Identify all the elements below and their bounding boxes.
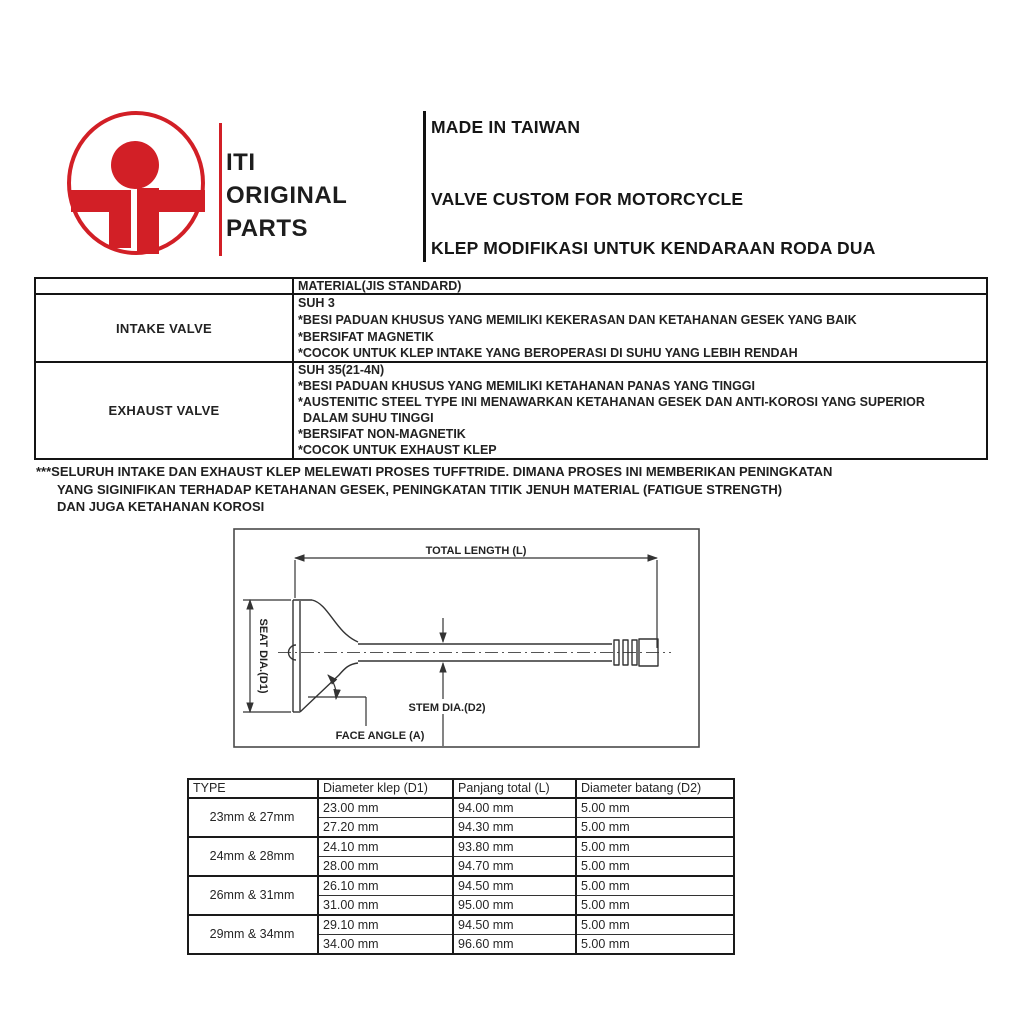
spec-cell: 94.00 mm bbox=[453, 798, 576, 818]
spec-cell: 27.20 mm bbox=[318, 818, 453, 838]
spec-type-cell: 26mm & 31mm bbox=[188, 876, 318, 915]
logo-right-arm bbox=[159, 190, 205, 212]
exhaust-grade: SUH 35(21-4N) bbox=[298, 363, 385, 377]
exhaust-valve-label: EXHAUST VALVE bbox=[36, 363, 294, 458]
brand-line-1: ITI bbox=[226, 149, 256, 176]
material-header-empty-cell bbox=[36, 279, 294, 293]
table-row bbox=[188, 876, 734, 896]
material-table-header-row bbox=[36, 279, 986, 293]
intake-grade: SUH 3 bbox=[298, 296, 335, 310]
spec-header-l: Panjang total (L) bbox=[453, 779, 576, 798]
spec-cell: 5.00 mm bbox=[576, 935, 734, 955]
footnote-line: YANG SIGINIFIKAN TERHADAP KETAHANAN GESEK, PENINGKATAN TITIK JENUH MATERIAL (FATIGUE STRENGTH) bbox=[57, 481, 783, 497]
spec-cell: 94.50 mm bbox=[453, 915, 576, 935]
face-angle-label: FACE ANGLE (A) bbox=[335, 730, 425, 742]
logo-center-stem bbox=[137, 188, 159, 254]
diagram-border bbox=[234, 529, 699, 747]
intake-valve-row bbox=[36, 293, 986, 361]
spec-cell: 5.00 mm bbox=[576, 857, 734, 877]
made-in-taiwan-label: MADE IN TAIWAN bbox=[431, 117, 581, 137]
total-length-dimension bbox=[295, 558, 657, 648]
brand-line-3: PARTS bbox=[226, 215, 309, 242]
exhaust-spec-line: *AUSTENITIC STEEL TYPE INI MENAWARKAN KETAHANAN GESEK DAN ANTI-KOROSI YANG SUPERIOR bbox=[298, 394, 925, 409]
spec-cell: 95.00 mm bbox=[453, 896, 576, 916]
total-length-label: TOTAL LENGTH (L) bbox=[425, 545, 527, 557]
spec-header-d1: Diameter klep (D1) bbox=[318, 779, 453, 798]
logo-head bbox=[111, 141, 159, 189]
brand-divider-line bbox=[219, 123, 222, 256]
exhaust-spec-line: DALAM SUHU TINGGI bbox=[303, 410, 434, 425]
iti-logo-icon bbox=[66, 110, 208, 258]
spec-cell: 5.00 mm bbox=[576, 876, 734, 896]
spec-cell: 93.80 mm bbox=[453, 837, 576, 857]
material-table bbox=[34, 277, 988, 460]
intake-valve-label: INTAKE VALVE bbox=[36, 295, 294, 361]
table-row bbox=[188, 837, 734, 857]
table-row bbox=[188, 798, 734, 818]
footnote-line: ***SELURUH INTAKE DAN EXHAUST KLEP MELEWATI PROSES TUFFTRIDE. DIMANA PROSES INI MEMBERIKAN PENINGKATAN bbox=[36, 464, 833, 479]
intake-spec-line: *BERSIFAT MAGNETIK bbox=[298, 329, 434, 344]
spec-cell: 5.00 mm bbox=[576, 837, 734, 857]
exhaust-spec-line: *BESI PADUAN KHUSUS YANG MEMILIKI KETAHANAN PANAS YANG TINGGI bbox=[298, 378, 755, 393]
spec-cell: 24.10 mm bbox=[318, 837, 453, 857]
product-title-id: KLEP MODIFIKASI UNTUK KENDARAAN RODA DUA bbox=[431, 238, 876, 258]
spec-cell: 5.00 mm bbox=[576, 798, 734, 818]
footnote-line: DAN JUGA KETAHANAN KOROSI bbox=[57, 499, 265, 514]
spec-header-type: TYPE bbox=[188, 779, 318, 798]
header-divider-line bbox=[423, 111, 426, 262]
stem-dia-label: STEM DIA.(D2) bbox=[408, 702, 486, 714]
face-angle-callout bbox=[308, 675, 366, 726]
intake-spec-line: *BESI PADUAN KHUSUS YANG MEMILIKI KEKERASAN DAN KETAHANAN GESEK YANG BAIK bbox=[298, 312, 857, 327]
intake-spec-line: *COCOK UNTUK KLEP INTAKE YANG BEROPERASI DI SUHU YANG LEBIH RENDAH bbox=[298, 346, 798, 361]
spec-type-cell: 29mm & 34mm bbox=[188, 915, 318, 954]
spec-cell: 29.10 mm bbox=[318, 915, 453, 935]
logo-left-stem bbox=[109, 190, 131, 248]
spec-cell: 28.00 mm bbox=[318, 857, 453, 877]
spec-cell: 31.00 mm bbox=[318, 896, 453, 916]
product-title-en: VALVE CUSTOM FOR MOTORCYCLE bbox=[431, 189, 744, 209]
valve-dimension-diagram bbox=[233, 528, 700, 748]
exhaust-valve-spec bbox=[294, 363, 986, 458]
spec-header-d2: Diameter batang (D2) bbox=[576, 779, 734, 798]
spec-cell: 94.30 mm bbox=[453, 818, 576, 838]
spec-cell: 5.00 mm bbox=[576, 896, 734, 916]
spec-cell: 26.10 mm bbox=[318, 876, 453, 896]
seat-dia-label: SEAT DIA.(D1) bbox=[257, 618, 269, 694]
spec-header-row bbox=[188, 779, 734, 798]
dimension-spec-table bbox=[187, 778, 735, 955]
brand-name bbox=[226, 146, 347, 245]
table-row bbox=[188, 915, 734, 935]
spec-type-cell: 23mm & 27mm bbox=[188, 798, 318, 837]
intake-valve-spec bbox=[294, 295, 986, 361]
spec-cell: 5.00 mm bbox=[576, 818, 734, 838]
brand-line-2: ORIGINAL bbox=[226, 182, 348, 209]
material-header-cell: MATERIAL(JIS STANDARD) bbox=[298, 279, 462, 293]
spec-cell: 94.70 mm bbox=[453, 857, 576, 877]
spec-cell: 5.00 mm bbox=[576, 915, 734, 935]
spec-cell: 94.50 mm bbox=[453, 876, 576, 896]
spec-cell: 23.00 mm bbox=[318, 798, 453, 818]
exhaust-spec-line: *COCOK UNTUK EXHAUST KLEP bbox=[298, 442, 497, 457]
exhaust-spec-line: *BERSIFAT NON-MAGNETIK bbox=[298, 426, 466, 441]
tufftride-footnote bbox=[36, 463, 832, 516]
spec-type-cell: 24mm & 28mm bbox=[188, 837, 318, 876]
spec-cell: 96.60 mm bbox=[453, 935, 576, 955]
exhaust-valve-row bbox=[36, 361, 986, 458]
valve-outline bbox=[289, 600, 659, 712]
spec-cell: 34.00 mm bbox=[318, 935, 453, 955]
